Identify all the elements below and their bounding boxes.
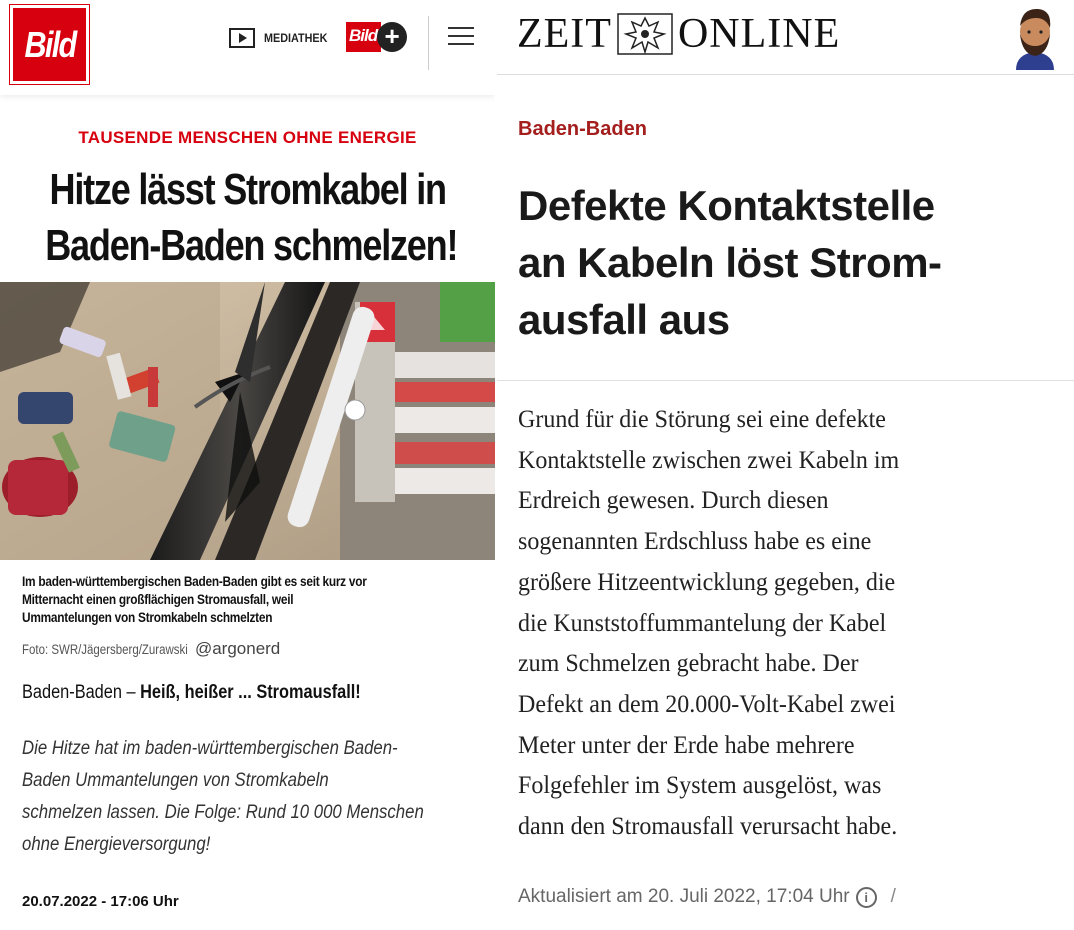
photo-credit: Foto: SWR/Jägersberg/Zurawski (22, 642, 188, 657)
eagle-crest-icon (616, 12, 674, 56)
video-play-icon (229, 28, 255, 48)
body-line: die Kunststoffummantelung der Kabel (518, 609, 887, 637)
caption-line: Im baden-württembergischen Baden-Baden gibt es seit kurz vor (22, 574, 367, 589)
body-line: sogenannten Erdschluss habe es eine (518, 528, 872, 556)
info-icon[interactable]: i (856, 887, 877, 908)
hamburger-menu-icon[interactable] (448, 26, 474, 46)
bild-logo-text: Bild (24, 23, 75, 65)
body-line: Erdreich gewesen. Durch diesen (518, 487, 829, 515)
header-divider (428, 16, 429, 70)
logo-text-zeit: ZEIT (517, 11, 612, 57)
caption-line: Ummantelungen von Stromkabeln schmelzten (22, 610, 273, 625)
body-line: Grund für die Störung sei eine defekte (518, 406, 886, 433)
zeit-headline-line: Defekte Kontaktstelle (518, 182, 935, 229)
body-line: größere Hitzeentwicklung gegeben, die (518, 568, 896, 596)
bildplus-button[interactable] (346, 22, 407, 52)
body-line: Folgefehler im System ausgelöst, was (518, 772, 882, 800)
body-line: dann den Stromausfall verursacht habe. (518, 813, 898, 841)
logo-text-online: ONLINE (677, 11, 841, 57)
caption-line: Mitternacht einen großflächigen Stromausfall, weil (22, 592, 294, 607)
bild-headline-line: Hitze lässt Stromkabel in (49, 165, 446, 214)
zeit-headline-line: ausfall aus (518, 296, 730, 343)
photo-credit-row (22, 639, 280, 659)
mediathek-link[interactable] (229, 28, 334, 48)
intro-line: ohne Energieversorgung! (22, 833, 211, 855)
publish-date: 20.07.2022 - 17:06 Uhr (22, 893, 179, 910)
body-line: zum Schmelzen gebracht habe. Der (518, 650, 859, 678)
zeit-body-text (518, 400, 1068, 848)
body-line: Defekt an dem 20.000-Volt-Kabel zwei (518, 690, 896, 718)
updated-timestamp-row (518, 886, 896, 908)
bild-logo[interactable] (10, 5, 89, 84)
separator-slash: / (890, 886, 896, 907)
author-handle: @argonerd (194, 639, 281, 658)
intro-line: Die Hitze hat im baden-württembergischen Baden- (22, 737, 398, 759)
bild-header (0, 0, 495, 95)
bild-lead (22, 682, 416, 704)
headline-divider (497, 380, 1074, 381)
updated-timestamp: Aktualisiert am 20. Juli 2022, 17:04 Uhr (518, 886, 850, 907)
bild-headline (0, 162, 495, 274)
body-line: Kontaktstelle zwischen zwei Kabeln im (518, 446, 900, 474)
bild-headline-line: Baden-Baden schmelzen! (45, 221, 458, 270)
plus-icon: + (377, 22, 407, 52)
zeit-online-logo[interactable] (517, 10, 840, 58)
zeit-article-panel (497, 0, 1074, 930)
zeit-headline (518, 177, 1068, 348)
intro-line: schmelzen lassen. Die Folge: Rund 10 000 Menschen (22, 801, 424, 823)
intro-line: Baden Ummantelungen von Stromkabeln (22, 769, 329, 791)
lead-bold: Heiß, heißer ... Stromausfall! (140, 682, 361, 703)
user-avatar[interactable] (1012, 6, 1058, 70)
body-line: Meter unter der Erde habe mehrere (518, 731, 855, 759)
melted-cable-photo (0, 282, 495, 560)
bild-intro (22, 732, 492, 860)
photo-caption (22, 573, 482, 627)
bildplus-logo: Bild (346, 22, 381, 52)
zeit-kicker: Baden-Baden (518, 118, 647, 140)
zeit-header (497, 0, 1074, 75)
lead-place: Baden-Baden – (22, 682, 141, 703)
zeit-headline-line: an Kabeln löst Strom- (518, 239, 942, 286)
mediathek-label: MEDIATHEK (264, 31, 328, 45)
bild-kicker: TAUSENDE MENSCHEN OHNE ENERGIE (78, 128, 417, 147)
bild-article-panel (0, 0, 495, 930)
